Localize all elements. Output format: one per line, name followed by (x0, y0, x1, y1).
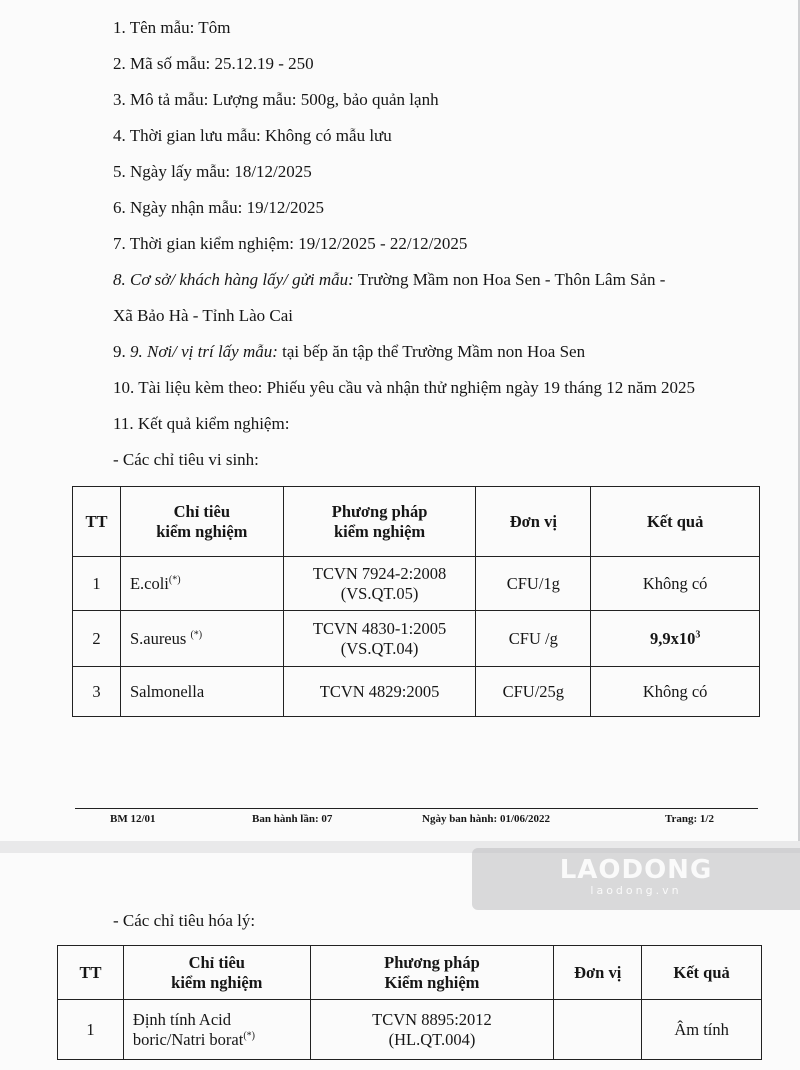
physchem-header-result: Kết quả (642, 946, 762, 1000)
physchem-header-method (310, 946, 554, 1000)
row-result: Không có (591, 557, 760, 611)
indicator-name-2: boric/Natri borat (132, 1029, 244, 1049)
sample-storage-line: 4. Thời gian lưu mẫu: Không có mẫu lưu (113, 126, 392, 145)
physchem-header-indicator (123, 946, 310, 1000)
micro-header-method-2: kiểm nghiệm (333, 521, 426, 541)
accredited-mark: (*) (168, 574, 181, 585)
micro-header-indicator-1: Chỉ tiêu (173, 501, 231, 521)
sample-description-line: 3. Mô tả mẫu: Lượng mẫu: 500g, bảo quản lạnh (113, 90, 439, 109)
micro-header-method (283, 487, 476, 557)
sampling-location-line (113, 342, 585, 362)
table-row (73, 557, 760, 611)
table-row (58, 1000, 762, 1060)
laodong-watermark (472, 848, 800, 910)
row-unit: CFU /g (476, 611, 591, 667)
row-unit: CFU/25g (476, 667, 591, 717)
table-row (73, 667, 760, 717)
physchem-header-method-2: Kiểm nghiệm (384, 972, 480, 992)
row-tt: 3 (73, 667, 121, 717)
physchem-header-indicator-2: kiểm nghiệm (171, 972, 263, 992)
row-indicator (123, 1000, 310, 1060)
results-heading: 11. Kết quả kiểm nghiệm: (113, 414, 290, 433)
sample-name-line: 1. Tên mẫu: Tôm (113, 18, 231, 37)
accredited-mark: (*) (243, 1030, 255, 1041)
method-code: TCVN 4830-1:2005 (312, 618, 447, 638)
row-result: Không có (591, 667, 760, 717)
row-result (591, 611, 760, 667)
indicator-name: S.aureus (129, 628, 191, 648)
result-base: 9,9x10 (649, 628, 696, 648)
physchem-header-method-1: Phương pháp (384, 952, 480, 972)
footer-issue-date: Ngày ban hành: 01/06/2022 (422, 813, 551, 825)
sample-code-line: 2. Mã số mẫu: 25.12.19 - 250 (113, 54, 314, 73)
sampling-location-number: 9. (113, 342, 130, 361)
micro-header-row (73, 487, 760, 557)
footer-form-code: BM 12/01 (110, 813, 156, 825)
watermark-brand: LAODONG (559, 855, 713, 885)
table-row (73, 611, 760, 667)
micro-header-indicator (120, 487, 283, 557)
row-tt: 2 (73, 611, 121, 667)
micro-header-tt: TT (73, 487, 121, 557)
row-method (283, 611, 476, 667)
customer-label: 8. Cơ sở/ khách hàng lấy/ gửi mẫu: (113, 270, 354, 289)
physchem-header-unit: Đơn vị (554, 946, 642, 1000)
physchem-header-tt: TT (58, 946, 124, 1000)
micro-header-indicator-2: kiểm nghiệm (156, 521, 248, 541)
method-code: TCVN 7924-2:2008 (312, 563, 447, 583)
physchem-heading: - Các chỉ tiêu hóa lý: (113, 911, 256, 930)
customer-line (113, 270, 665, 290)
row-method: TCVN 4829:2005 (283, 667, 476, 717)
row-tt: 1 (73, 557, 121, 611)
receiving-date-line: 6. Ngày nhận mẫu: 19/12/2025 (113, 198, 325, 217)
physchem-header-indicator-1: Chỉ tiêu (188, 952, 245, 972)
sampling-date-line: 5. Ngày lấy mẫu: 18/12/2025 (113, 162, 312, 181)
row-indicator (120, 557, 283, 611)
micro-header-unit: Đơn vị (476, 487, 591, 557)
row-method (283, 557, 476, 611)
row-indicator: Salmonella (120, 667, 283, 717)
method-internal-code: (VS.QT.04) (340, 638, 419, 658)
physchem-header-row (58, 946, 762, 1000)
customer-line-continued: Xã Bảo Hà - Tỉnh Lào Cai (113, 306, 294, 325)
row-unit (554, 1000, 642, 1060)
accredited-mark: (*) (190, 629, 203, 640)
method-code: TCVN 8895:2012 (372, 1009, 492, 1029)
watermark-site: laodong.vn (590, 884, 682, 897)
footer-page-number: Trang: 1/2 (665, 813, 714, 825)
sampling-location-label: 9. Nơi/ vị trí lấy mẫu: (130, 342, 278, 361)
customer-value: Trường Mầm non Hoa Sen - Thôn Lâm Sản - (353, 270, 666, 289)
indicator-name: E.coli (129, 573, 169, 593)
micro-results-table (72, 486, 760, 717)
footer-issue: Ban hành lần: 07 (252, 813, 333, 825)
row-result: Âm tính (642, 1000, 762, 1060)
micro-header-method-1: Phương pháp (331, 501, 428, 521)
indicator-name-1: Định tính Acid (132, 1009, 231, 1029)
footer-divider (75, 808, 758, 809)
micro-header-result: Kết quả (591, 487, 760, 557)
row-method (310, 1000, 554, 1060)
method-internal-code: (HL.QT.004) (388, 1029, 476, 1049)
physchem-results-table (57, 945, 762, 1060)
attached-documents-line: 10. Tài liệu kèm theo: Phiếu yêu cầu và nhận thử nghiệm ngày 19 tháng 12 năm 2025 (113, 378, 696, 397)
row-tt: 1 (58, 1000, 124, 1060)
sampling-location-value: tại bếp ăn tập thể Trường Mầm non Hoa Sen (277, 342, 586, 361)
result-exponent: 3 (695, 629, 701, 640)
method-internal-code: (VS.QT.05) (340, 583, 419, 603)
row-unit: CFU/1g (476, 557, 591, 611)
row-indicator (120, 611, 283, 667)
testing-period-line: 7. Thời gian kiểm nghiệm: 19/12/2025 - 22/12/2025 (113, 234, 468, 253)
micro-heading: - Các chỉ tiêu vi sinh: (113, 450, 259, 469)
